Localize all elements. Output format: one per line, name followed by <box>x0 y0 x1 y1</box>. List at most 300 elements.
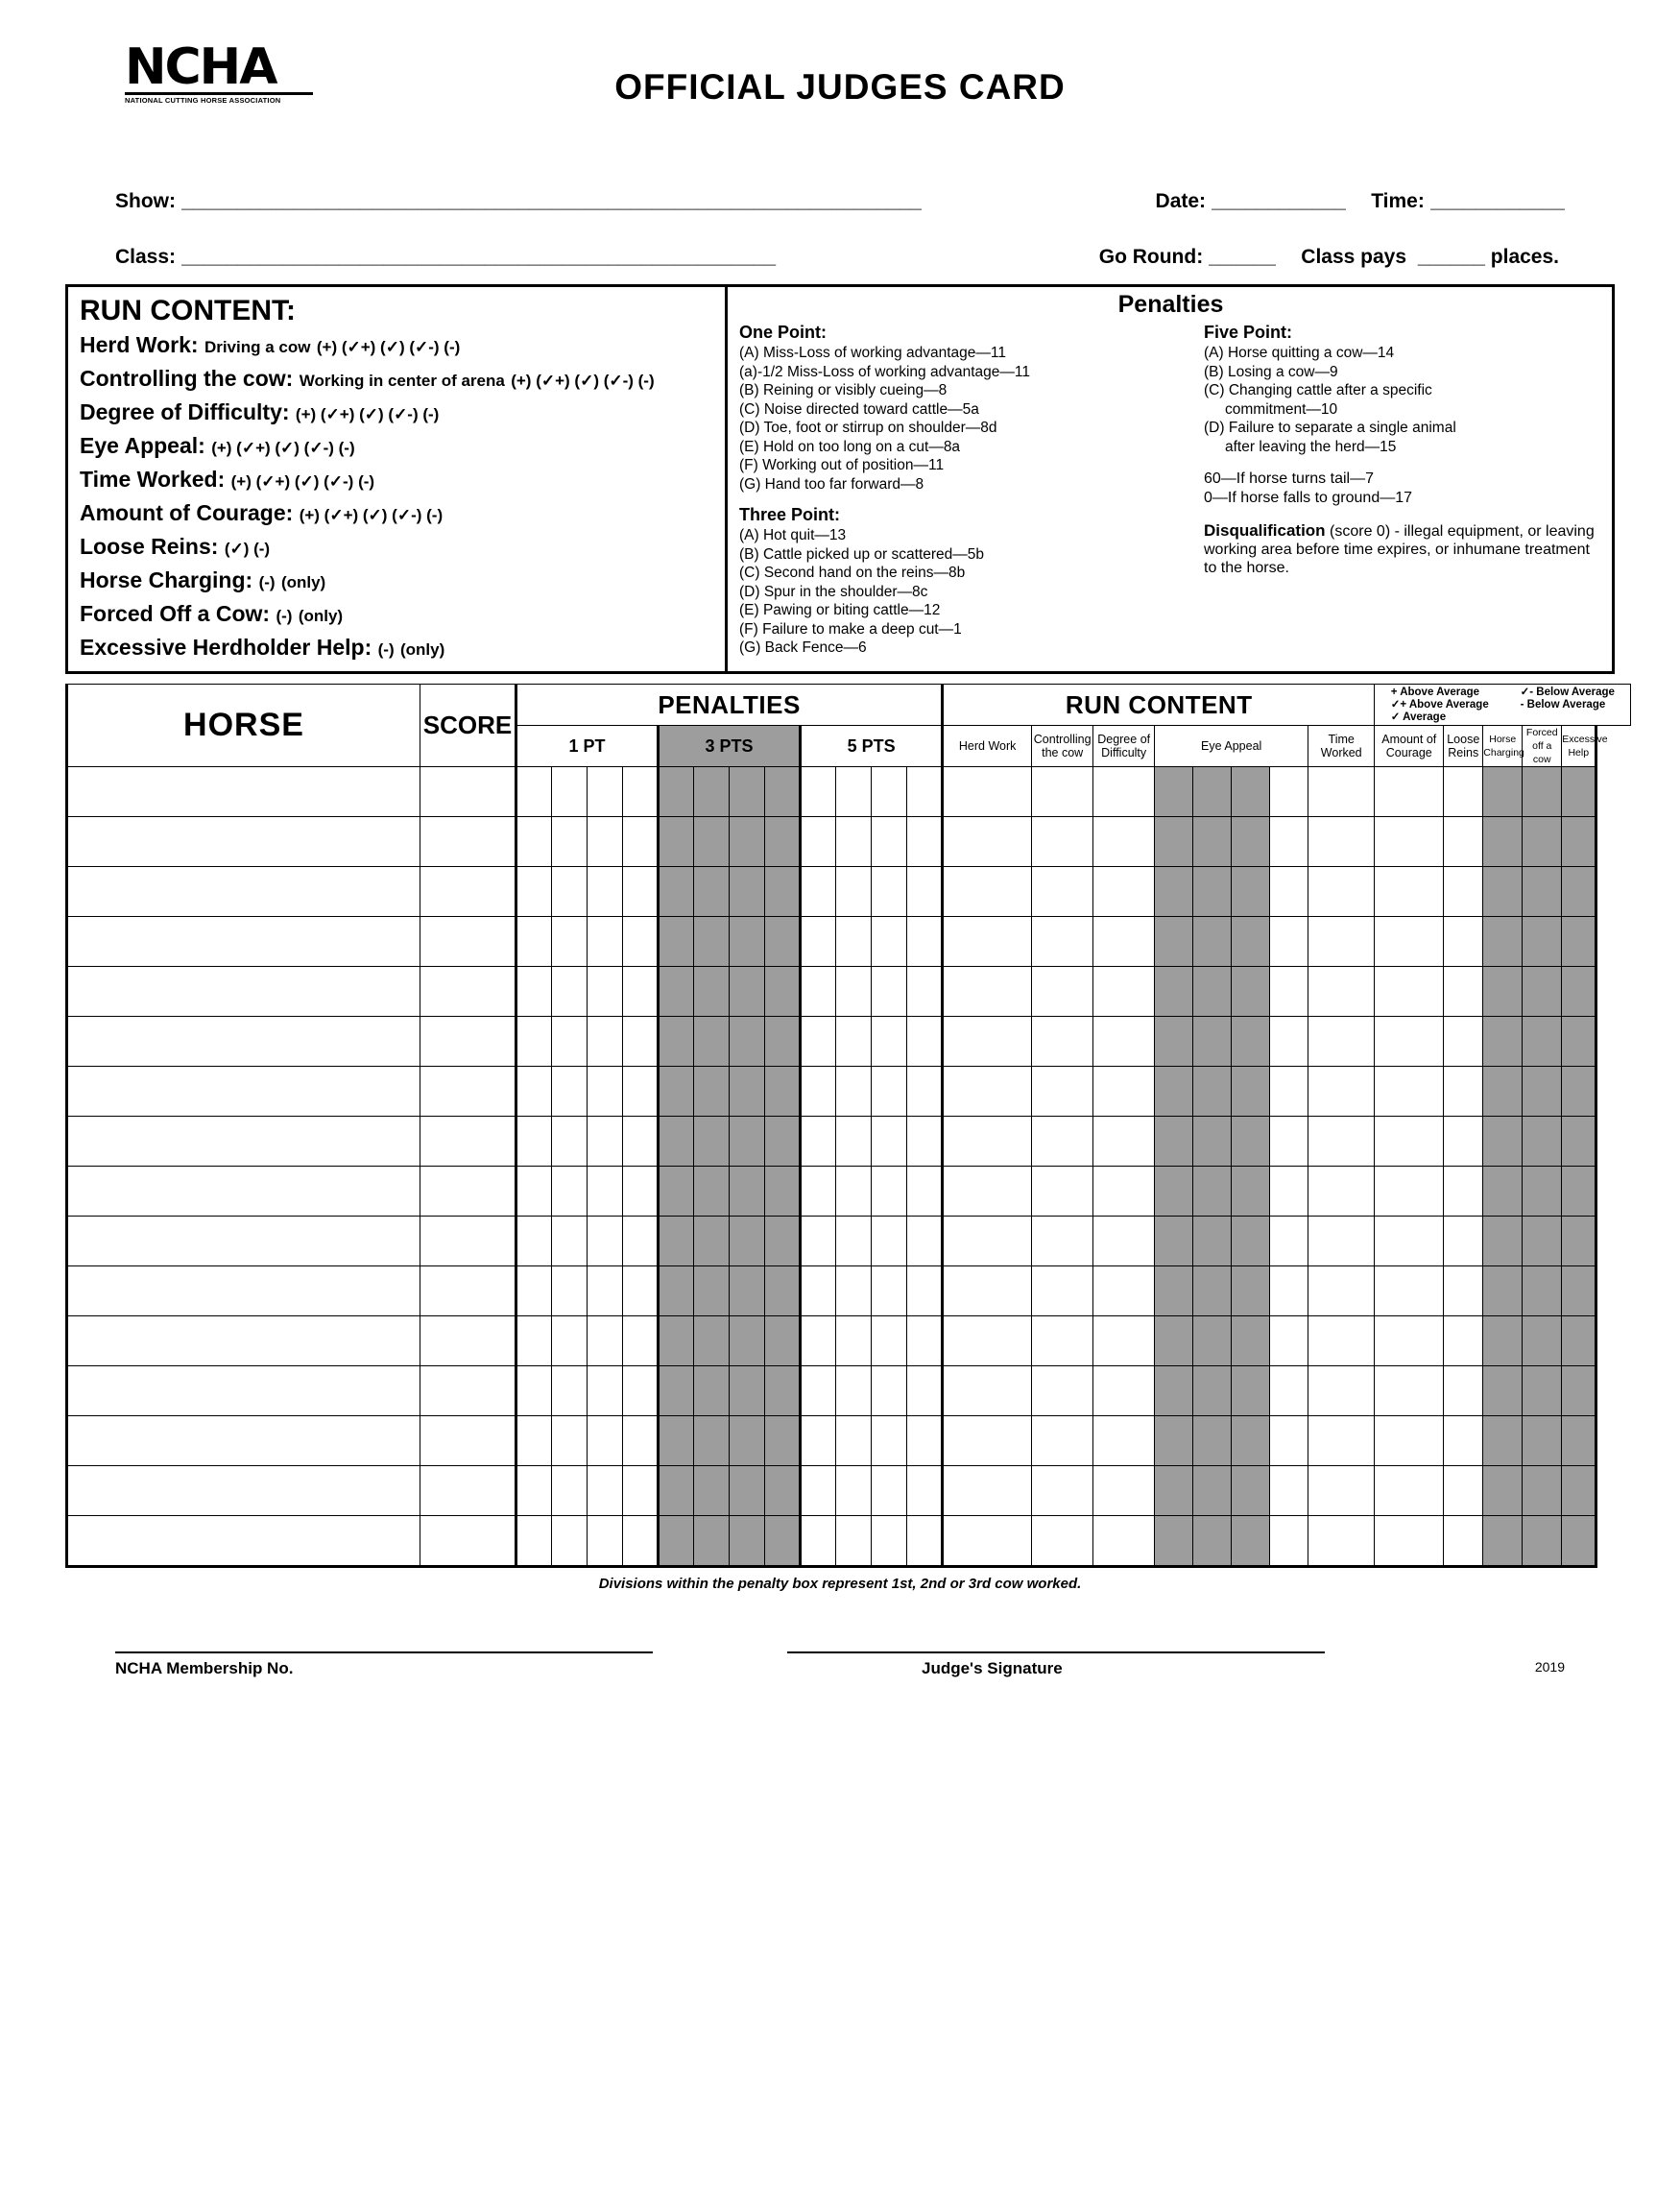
cell-penalty-1pt[interactable] <box>516 817 552 867</box>
cell-penalty-1pt[interactable] <box>516 1316 552 1366</box>
cell-time-worked[interactable] <box>1308 1366 1375 1416</box>
cell-penalty-5pts[interactable] <box>872 1516 907 1567</box>
cell-amount-of-courage[interactable] <box>1375 767 1444 817</box>
cell-penalty-5pts[interactable] <box>872 867 907 917</box>
cell-penalty-5pts[interactable] <box>872 1167 907 1217</box>
cell-amount-of-courage[interactable] <box>1375 1117 1444 1167</box>
cell-penalty-1pt[interactable] <box>552 817 588 867</box>
cell-herd-work[interactable] <box>943 917 1032 967</box>
cell-time-worked[interactable] <box>1308 967 1375 1017</box>
cell-forced-off-a-cow[interactable] <box>1523 1316 1562 1366</box>
cell-penalty-1pt[interactable] <box>588 917 623 967</box>
cell-penalty-5pts[interactable] <box>801 1416 836 1466</box>
cell-penalty-5pts[interactable] <box>872 917 907 967</box>
cell-horse-charging[interactable] <box>1483 767 1523 817</box>
cell-eye-appeal[interactable] <box>1155 1316 1193 1366</box>
cell-penalty-3pts[interactable] <box>659 1516 694 1567</box>
cell-penalty-3pts[interactable] <box>730 967 765 1017</box>
cell-forced-off-a-cow[interactable] <box>1523 817 1562 867</box>
cell-penalty-5pts[interactable] <box>872 1416 907 1466</box>
table-row[interactable] <box>67 1067 1666 1117</box>
cell-time-worked[interactable] <box>1308 1416 1375 1466</box>
cell-penalty-5pts[interactable] <box>801 767 836 817</box>
cell-eye-appeal[interactable] <box>1155 1516 1193 1567</box>
cell-eye-appeal[interactable] <box>1270 1017 1308 1067</box>
cell-excessive-help[interactable] <box>1562 1316 1596 1366</box>
cell-penalty-5pts[interactable] <box>907 1217 943 1266</box>
cell-score[interactable] <box>420 1017 516 1067</box>
cell-eye-appeal[interactable] <box>1155 1416 1193 1466</box>
cell-eye-appeal[interactable] <box>1232 1416 1270 1466</box>
cell-excessive-help[interactable] <box>1562 1266 1596 1316</box>
cell-penalty-1pt[interactable] <box>588 867 623 917</box>
cell-time-worked[interactable] <box>1308 1316 1375 1366</box>
cell-penalty-3pts[interactable] <box>659 1067 694 1117</box>
cell-penalty-5pts[interactable] <box>907 917 943 967</box>
cell-penalty-5pts[interactable] <box>801 1167 836 1217</box>
cell-penalty-1pt[interactable] <box>623 1217 659 1266</box>
cell-horse-name[interactable] <box>67 1316 420 1366</box>
cell-forced-off-a-cow[interactable] <box>1523 967 1562 1017</box>
cell-eye-appeal[interactable] <box>1155 917 1193 967</box>
cell-penalty-5pts[interactable] <box>801 1366 836 1416</box>
cell-penalty-5pts[interactable] <box>801 1117 836 1167</box>
cell-penalty-1pt[interactable] <box>623 1117 659 1167</box>
cell-eye-appeal[interactable] <box>1193 1416 1232 1466</box>
rc-marks[interactable]: (+) (✓+) (✓) (✓-) (-) <box>511 372 655 390</box>
cell-horse-name[interactable] <box>67 1466 420 1516</box>
cell-penalty-5pts[interactable] <box>801 1017 836 1067</box>
cell-penalty-3pts[interactable] <box>730 867 765 917</box>
cell-eye-appeal[interactable] <box>1270 1316 1308 1366</box>
cell-penalty-3pts[interactable] <box>694 917 730 967</box>
cell-time-worked[interactable] <box>1308 1067 1375 1117</box>
cell-eye-appeal[interactable] <box>1193 817 1232 867</box>
cell-penalty-5pts[interactable] <box>836 1466 872 1516</box>
cell-score[interactable] <box>420 1217 516 1266</box>
cell-horse-charging[interactable] <box>1483 1266 1523 1316</box>
cell-penalty-1pt[interactable] <box>623 967 659 1017</box>
cell-excessive-help[interactable] <box>1562 1017 1596 1067</box>
cell-penalty-1pt[interactable] <box>552 1217 588 1266</box>
table-row[interactable] <box>67 817 1666 867</box>
cell-herd-work[interactable] <box>943 1516 1032 1567</box>
cell-penalty-1pt[interactable] <box>552 1316 588 1366</box>
cell-penalty-1pt[interactable] <box>516 1117 552 1167</box>
cell-loose-reins[interactable] <box>1444 867 1483 917</box>
cell-eye-appeal[interactable] <box>1232 1516 1270 1567</box>
cell-penalty-1pt[interactable] <box>588 1416 623 1466</box>
table-row[interactable] <box>67 967 1666 1017</box>
cell-amount-of-courage[interactable] <box>1375 967 1444 1017</box>
cell-horse-charging[interactable] <box>1483 1017 1523 1067</box>
cell-penalty-1pt[interactable] <box>516 1266 552 1316</box>
cell-penalty-3pts[interactable] <box>765 1316 801 1366</box>
rc-marks[interactable]: (-) <box>258 573 276 591</box>
cell-score[interactable] <box>420 917 516 967</box>
cell-forced-off-a-cow[interactable] <box>1523 1266 1562 1316</box>
cell-loose-reins[interactable] <box>1444 1466 1483 1516</box>
cell-penalty-1pt[interactable] <box>588 1516 623 1567</box>
cell-penalty-3pts[interactable] <box>765 1117 801 1167</box>
cell-amount-of-courage[interactable] <box>1375 1266 1444 1316</box>
cell-forced-off-a-cow[interactable] <box>1523 1366 1562 1416</box>
cell-penalty-3pts[interactable] <box>659 1416 694 1466</box>
cell-time-worked[interactable] <box>1308 817 1375 867</box>
cell-penalty-3pts[interactable] <box>730 1266 765 1316</box>
cell-penalty-5pts[interactable] <box>836 1316 872 1366</box>
cell-eye-appeal[interactable] <box>1232 1266 1270 1316</box>
cell-degree-of-difficulty[interactable] <box>1093 1366 1155 1416</box>
cell-eye-appeal[interactable] <box>1270 1366 1308 1416</box>
cell-eye-appeal[interactable] <box>1155 1217 1193 1266</box>
cell-eye-appeal[interactable] <box>1193 1117 1232 1167</box>
cell-loose-reins[interactable] <box>1444 917 1483 967</box>
cell-penalty-1pt[interactable] <box>552 1416 588 1466</box>
cell-time-worked[interactable] <box>1308 1117 1375 1167</box>
cell-penalty-3pts[interactable] <box>694 1217 730 1266</box>
table-row[interactable] <box>67 767 1666 817</box>
cell-penalty-5pts[interactable] <box>907 1366 943 1416</box>
cell-penalty-5pts[interactable] <box>801 867 836 917</box>
table-row[interactable] <box>67 867 1666 917</box>
cell-horse-charging[interactable] <box>1483 1516 1523 1567</box>
cell-eye-appeal[interactable] <box>1232 1117 1270 1167</box>
cell-eye-appeal[interactable] <box>1270 1516 1308 1567</box>
cell-score[interactable] <box>420 1466 516 1516</box>
cell-penalty-1pt[interactable] <box>588 1017 623 1067</box>
cell-horse-name[interactable] <box>67 967 420 1017</box>
cell-penalty-3pts[interactable] <box>694 867 730 917</box>
cell-penalty-1pt[interactable] <box>516 1017 552 1067</box>
cell-penalty-3pts[interactable] <box>694 1017 730 1067</box>
cell-time-worked[interactable] <box>1308 1167 1375 1217</box>
rc-marks[interactable]: (+) (✓+) (✓) (✓-) (-) <box>316 338 461 356</box>
cell-herd-work[interactable] <box>943 1466 1032 1516</box>
cell-penalty-1pt[interactable] <box>516 967 552 1017</box>
cell-penalty-5pts[interactable] <box>836 1516 872 1567</box>
cell-penalty-3pts[interactable] <box>659 1266 694 1316</box>
cell-penalty-3pts[interactable] <box>765 1416 801 1466</box>
cell-penalty-3pts[interactable] <box>659 1017 694 1067</box>
class-input[interactable]: _____________________________________________________ <box>181 246 777 268</box>
cell-penalty-3pts[interactable] <box>765 1017 801 1067</box>
cell-penalty-5pts[interactable] <box>907 1316 943 1366</box>
cell-amount-of-courage[interactable] <box>1375 817 1444 867</box>
cell-penalty-3pts[interactable] <box>765 1067 801 1117</box>
cell-penalty-5pts[interactable] <box>872 1117 907 1167</box>
cell-horse-name[interactable] <box>67 1017 420 1067</box>
cell-controlling-the-cow[interactable] <box>1032 1416 1093 1466</box>
cell-penalty-1pt[interactable] <box>588 1466 623 1516</box>
cell-penalty-1pt[interactable] <box>552 967 588 1017</box>
cell-eye-appeal[interactable] <box>1232 1366 1270 1416</box>
cell-degree-of-difficulty[interactable] <box>1093 967 1155 1017</box>
cell-penalty-5pts[interactable] <box>836 917 872 967</box>
cell-amount-of-courage[interactable] <box>1375 1067 1444 1117</box>
cell-penalty-3pts[interactable] <box>765 1366 801 1416</box>
cell-horse-name[interactable] <box>67 767 420 817</box>
membership-line[interactable] <box>115 1651 653 1653</box>
cell-penalty-5pts[interactable] <box>907 1067 943 1117</box>
cell-score[interactable] <box>420 867 516 917</box>
cell-forced-off-a-cow[interactable] <box>1523 767 1562 817</box>
cell-eye-appeal[interactable] <box>1193 1167 1232 1217</box>
cell-loose-reins[interactable] <box>1444 1167 1483 1217</box>
cell-horse-name[interactable] <box>67 817 420 867</box>
cell-penalty-1pt[interactable] <box>516 1466 552 1516</box>
cell-eye-appeal[interactable] <box>1232 917 1270 967</box>
cell-controlling-the-cow[interactable] <box>1032 1117 1093 1167</box>
cell-controlling-the-cow[interactable] <box>1032 1366 1093 1416</box>
cell-eye-appeal[interactable] <box>1193 1516 1232 1567</box>
cell-penalty-3pts[interactable] <box>765 1266 801 1316</box>
cell-time-worked[interactable] <box>1308 867 1375 917</box>
cell-eye-appeal[interactable] <box>1193 1017 1232 1067</box>
cell-penalty-3pts[interactable] <box>730 767 765 817</box>
cell-penalty-5pts[interactable] <box>801 967 836 1017</box>
cell-controlling-the-cow[interactable] <box>1032 1017 1093 1067</box>
cell-controlling-the-cow[interactable] <box>1032 1316 1093 1366</box>
cell-penalty-3pts[interactable] <box>659 917 694 967</box>
cell-amount-of-courage[interactable] <box>1375 1167 1444 1217</box>
cell-eye-appeal[interactable] <box>1193 917 1232 967</box>
cell-eye-appeal[interactable] <box>1232 1167 1270 1217</box>
cell-excessive-help[interactable] <box>1562 817 1596 867</box>
cell-herd-work[interactable] <box>943 1416 1032 1466</box>
cell-penalty-1pt[interactable] <box>516 1516 552 1567</box>
cell-penalty-3pts[interactable] <box>765 767 801 817</box>
table-row[interactable] <box>67 1516 1666 1567</box>
cell-penalty-3pts[interactable] <box>730 917 765 967</box>
cell-eye-appeal[interactable] <box>1193 767 1232 817</box>
cell-eye-appeal[interactable] <box>1270 1067 1308 1117</box>
cell-controlling-the-cow[interactable] <box>1032 1516 1093 1567</box>
cell-penalty-1pt[interactable] <box>588 817 623 867</box>
cell-score[interactable] <box>420 1266 516 1316</box>
cell-penalty-1pt[interactable] <box>552 1117 588 1167</box>
cell-penalty-5pts[interactable] <box>801 1466 836 1516</box>
cell-penalty-5pts[interactable] <box>836 1067 872 1117</box>
cell-eye-appeal[interactable] <box>1270 1167 1308 1217</box>
table-row[interactable] <box>67 1217 1666 1266</box>
cell-penalty-3pts[interactable] <box>730 1117 765 1167</box>
cell-penalty-5pts[interactable] <box>907 1466 943 1516</box>
cell-eye-appeal[interactable] <box>1232 867 1270 917</box>
cell-time-worked[interactable] <box>1308 917 1375 967</box>
cell-penalty-3pts[interactable] <box>765 817 801 867</box>
cell-horse-charging[interactable] <box>1483 1416 1523 1466</box>
cell-penalty-5pts[interactable] <box>836 1017 872 1067</box>
table-row[interactable] <box>67 1266 1666 1316</box>
cell-degree-of-difficulty[interactable] <box>1093 1266 1155 1316</box>
cell-eye-appeal[interactable] <box>1270 1266 1308 1316</box>
cell-eye-appeal[interactable] <box>1270 1117 1308 1167</box>
cell-penalty-3pts[interactable] <box>694 1466 730 1516</box>
cell-penalty-5pts[interactable] <box>872 767 907 817</box>
cell-penalty-3pts[interactable] <box>730 1067 765 1117</box>
cell-penalty-1pt[interactable] <box>623 1017 659 1067</box>
cell-horse-charging[interactable] <box>1483 817 1523 867</box>
cell-penalty-1pt[interactable] <box>623 1516 659 1567</box>
time-input[interactable]: ____________ <box>1429 190 1565 212</box>
cell-penalty-3pts[interactable] <box>694 967 730 1017</box>
cell-loose-reins[interactable] <box>1444 1067 1483 1117</box>
cell-penalty-3pts[interactable] <box>694 767 730 817</box>
cell-forced-off-a-cow[interactable] <box>1523 1416 1562 1466</box>
cell-penalty-5pts[interactable] <box>872 817 907 867</box>
cell-penalty-5pts[interactable] <box>801 1516 836 1567</box>
cell-penalty-1pt[interactable] <box>588 1167 623 1217</box>
cell-horse-name[interactable] <box>67 1516 420 1567</box>
cell-amount-of-courage[interactable] <box>1375 1217 1444 1266</box>
cell-horse-name[interactable] <box>67 1167 420 1217</box>
cell-penalty-1pt[interactable] <box>588 1067 623 1117</box>
cell-penalty-3pts[interactable] <box>694 1516 730 1567</box>
cell-penalty-5pts[interactable] <box>836 967 872 1017</box>
cell-excessive-help[interactable] <box>1562 1167 1596 1217</box>
cell-eye-appeal[interactable] <box>1155 1017 1193 1067</box>
cell-penalty-1pt[interactable] <box>552 1516 588 1567</box>
cell-excessive-help[interactable] <box>1562 1466 1596 1516</box>
cell-score[interactable] <box>420 767 516 817</box>
cell-eye-appeal[interactable] <box>1193 1217 1232 1266</box>
cell-penalty-5pts[interactable] <box>836 1366 872 1416</box>
cell-penalty-3pts[interactable] <box>765 967 801 1017</box>
cell-amount-of-courage[interactable] <box>1375 1366 1444 1416</box>
cell-forced-off-a-cow[interactable] <box>1523 917 1562 967</box>
cell-eye-appeal[interactable] <box>1155 967 1193 1017</box>
cell-controlling-the-cow[interactable] <box>1032 1266 1093 1316</box>
cell-eye-appeal[interactable] <box>1155 1466 1193 1516</box>
cell-herd-work[interactable] <box>943 1117 1032 1167</box>
cell-score[interactable] <box>420 817 516 867</box>
table-row[interactable] <box>67 1466 1666 1516</box>
cell-excessive-help[interactable] <box>1562 1217 1596 1266</box>
cell-time-worked[interactable] <box>1308 1017 1375 1067</box>
cell-penalty-1pt[interactable] <box>552 1366 588 1416</box>
cell-time-worked[interactable] <box>1308 1266 1375 1316</box>
cell-controlling-the-cow[interactable] <box>1032 967 1093 1017</box>
date-input[interactable]: ____________ <box>1212 190 1347 212</box>
cell-penalty-3pts[interactable] <box>730 1316 765 1366</box>
cell-herd-work[interactable] <box>943 1017 1032 1067</box>
rc-marks[interactable]: (+) (✓+) (✓) (✓-) (-) <box>299 506 444 524</box>
cell-loose-reins[interactable] <box>1444 1266 1483 1316</box>
cell-herd-work[interactable] <box>943 1217 1032 1266</box>
cell-excessive-help[interactable] <box>1562 967 1596 1017</box>
cell-score[interactable] <box>420 967 516 1017</box>
cell-horse-charging[interactable] <box>1483 867 1523 917</box>
cell-eye-appeal[interactable] <box>1155 1117 1193 1167</box>
cell-amount-of-courage[interactable] <box>1375 1466 1444 1516</box>
cell-penalty-3pts[interactable] <box>694 1067 730 1117</box>
cell-penalty-1pt[interactable] <box>623 767 659 817</box>
cell-eye-appeal[interactable] <box>1232 767 1270 817</box>
cell-degree-of-difficulty[interactable] <box>1093 917 1155 967</box>
cell-penalty-1pt[interactable] <box>623 1266 659 1316</box>
cell-penalty-1pt[interactable] <box>623 1316 659 1366</box>
cell-penalty-3pts[interactable] <box>694 1167 730 1217</box>
cell-penalty-1pt[interactable] <box>623 1466 659 1516</box>
cell-penalty-1pt[interactable] <box>516 1416 552 1466</box>
cell-penalty-1pt[interactable] <box>623 1416 659 1466</box>
cell-degree-of-difficulty[interactable] <box>1093 867 1155 917</box>
cell-penalty-5pts[interactable] <box>872 967 907 1017</box>
cell-amount-of-courage[interactable] <box>1375 1017 1444 1067</box>
cell-forced-off-a-cow[interactable] <box>1523 1217 1562 1266</box>
cell-penalty-5pts[interactable] <box>836 1217 872 1266</box>
cell-herd-work[interactable] <box>943 1167 1032 1217</box>
rc-marks[interactable]: (+) (✓+) (✓) (✓-) (-) <box>230 472 375 491</box>
cell-penalty-1pt[interactable] <box>588 1266 623 1316</box>
cell-eye-appeal[interactable] <box>1232 1316 1270 1366</box>
cell-penalty-1pt[interactable] <box>552 1017 588 1067</box>
cell-controlling-the-cow[interactable] <box>1032 867 1093 917</box>
cell-forced-off-a-cow[interactable] <box>1523 1017 1562 1067</box>
cell-horse-name[interactable] <box>67 867 420 917</box>
cell-eye-appeal[interactable] <box>1155 1167 1193 1217</box>
cell-penalty-1pt[interactable] <box>623 817 659 867</box>
cell-horse-name[interactable] <box>67 1117 420 1167</box>
cell-loose-reins[interactable] <box>1444 1366 1483 1416</box>
cell-penalty-1pt[interactable] <box>516 867 552 917</box>
cell-horse-charging[interactable] <box>1483 1117 1523 1167</box>
cell-degree-of-difficulty[interactable] <box>1093 767 1155 817</box>
cell-penalty-1pt[interactable] <box>588 1316 623 1366</box>
rc-marks[interactable]: (+) (✓+) (✓) (✓-) (-) <box>295 405 440 423</box>
table-row[interactable] <box>67 1117 1666 1167</box>
cell-penalty-5pts[interactable] <box>836 767 872 817</box>
cell-controlling-the-cow[interactable] <box>1032 767 1093 817</box>
table-row[interactable] <box>67 1316 1666 1366</box>
rc-marks[interactable]: (-) <box>377 640 395 659</box>
cell-score[interactable] <box>420 1366 516 1416</box>
cell-degree-of-difficulty[interactable] <box>1093 1017 1155 1067</box>
cell-penalty-5pts[interactable] <box>872 1067 907 1117</box>
cell-penalty-3pts[interactable] <box>730 1416 765 1466</box>
cell-penalty-1pt[interactable] <box>623 867 659 917</box>
cell-eye-appeal[interactable] <box>1193 1266 1232 1316</box>
cell-penalty-5pts[interactable] <box>907 1266 943 1316</box>
cell-eye-appeal[interactable] <box>1193 1067 1232 1117</box>
cell-forced-off-a-cow[interactable] <box>1523 1067 1562 1117</box>
cell-eye-appeal[interactable] <box>1232 1466 1270 1516</box>
cell-loose-reins[interactable] <box>1444 1316 1483 1366</box>
cell-penalty-3pts[interactable] <box>730 817 765 867</box>
cell-penalty-5pts[interactable] <box>872 1316 907 1366</box>
cell-loose-reins[interactable] <box>1444 1117 1483 1167</box>
cell-penalty-5pts[interactable] <box>907 1516 943 1567</box>
cell-herd-work[interactable] <box>943 867 1032 917</box>
cell-penalty-3pts[interactable] <box>659 767 694 817</box>
cell-penalty-5pts[interactable] <box>907 1416 943 1466</box>
cell-horse-charging[interactable] <box>1483 1217 1523 1266</box>
cell-controlling-the-cow[interactable] <box>1032 1067 1093 1117</box>
cell-penalty-5pts[interactable] <box>872 1466 907 1516</box>
class-pays-input[interactable]: ______ <box>1412 246 1491 268</box>
cell-loose-reins[interactable] <box>1444 967 1483 1017</box>
cell-penalty-3pts[interactable] <box>765 1466 801 1516</box>
cell-penalty-3pts[interactable] <box>730 1466 765 1516</box>
cell-penalty-3pts[interactable] <box>659 967 694 1017</box>
cell-loose-reins[interactable] <box>1444 1416 1483 1466</box>
cell-penalty-1pt[interactable] <box>623 1366 659 1416</box>
cell-eye-appeal[interactable] <box>1155 767 1193 817</box>
cell-degree-of-difficulty[interactable] <box>1093 1416 1155 1466</box>
rc-marks[interactable]: (✓) (-) <box>224 540 271 558</box>
cell-penalty-3pts[interactable] <box>765 1167 801 1217</box>
